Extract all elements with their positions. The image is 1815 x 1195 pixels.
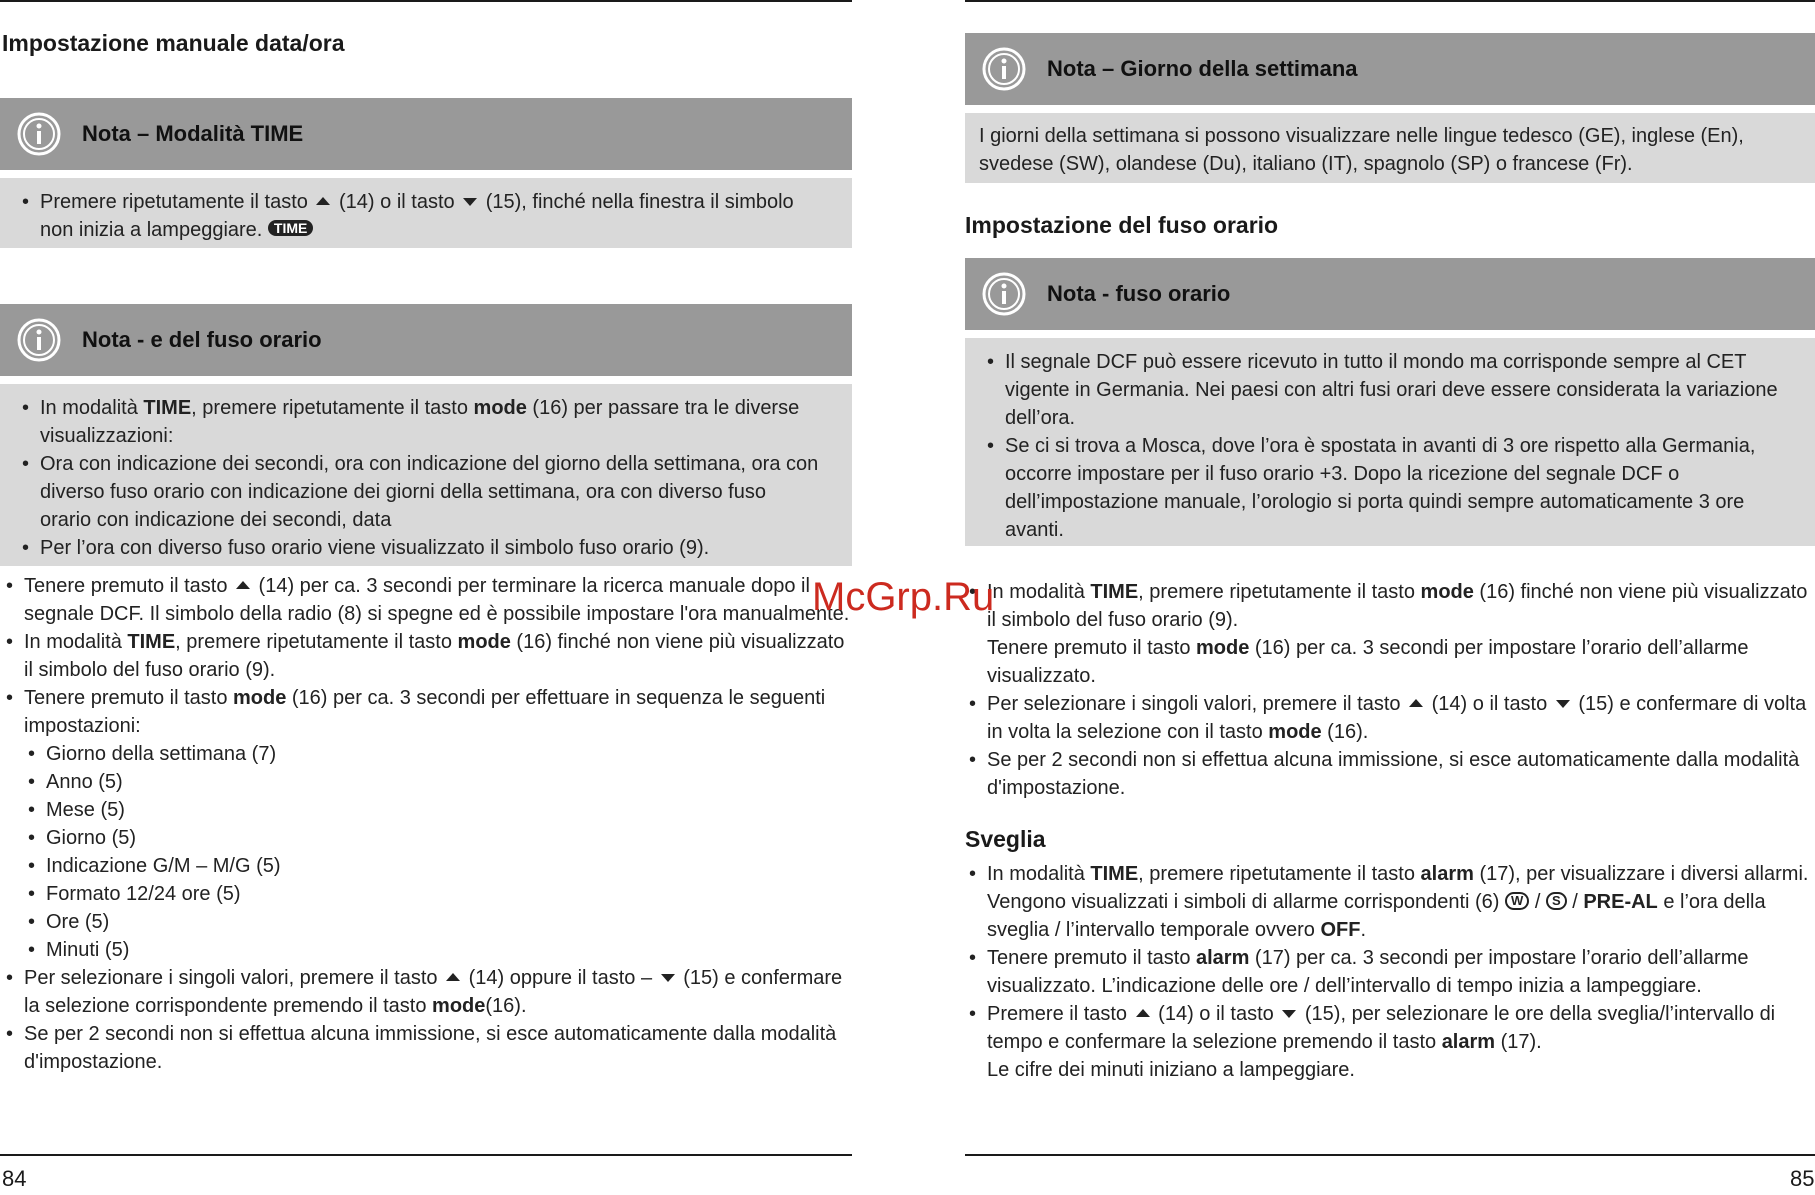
list-item: • Ore (5) [24, 908, 852, 936]
note-body-time-zone-right [965, 338, 1815, 546]
alarm-weekday-icon: W [1505, 892, 1529, 910]
section-title-time-zone: Impostazione del fuso orario [965, 212, 1279, 238]
list-item: • In modalità TIME, premere ripetutamente il tasto mode (16) finché non viene più visualizzato il simbolo del fuso orario (9). Tenere premuto il tasto mode (16) per ca. 3 secondi per impostare l’orario dell’allarme visualizzato. [965, 578, 1810, 690]
list-item: • Minuti (5) [24, 936, 852, 964]
note-text: I giorni della settimana si possono visualizzare nelle lingue tedesco (GE), inglese (En), svedese (SW), olandese (Du), italiano (IT), spagnolo (SP) o francese (Fr). [979, 125, 1744, 175]
list-item: • Tenere premuto il tasto (14) per ca. 3 secondi per terminare la ricerca manuale dopo il segnale DCF. Il simbolo della radio (8) si spegne ed è possibile impostare l'ora manualmente. [2, 572, 852, 628]
list-item: • In modalità TIME, premere ripetutamente il tasto mode (16) finché non viene più visualizzato il simbolo del fuso orario (9). [2, 628, 852, 684]
arrow-up-icon [1136, 1009, 1150, 1017]
arrow-up-icon [1409, 699, 1423, 707]
note-header-time-mode [0, 98, 852, 170]
settings-sequence-list [24, 740, 852, 964]
note-header-weekday [965, 33, 1815, 105]
arrow-down-icon [1556, 700, 1570, 708]
info-icon [16, 111, 62, 157]
list-item: • Giorno della settimana (7) [24, 740, 852, 768]
list-item: • Mese (5) [24, 796, 852, 824]
note-title: Nota – Modalità TIME [82, 121, 304, 146]
note-body-time-zone [0, 384, 852, 566]
time-badge: TIME [268, 220, 313, 236]
top-rule-left [0, 0, 852, 2]
list-item: • In modalità TIME, premere ripetutamente il tasto mode (16) per passare tra le diverse visualizzazioni: [18, 394, 822, 450]
arrow-up-icon [316, 197, 330, 205]
list-item: • Tenere premuto il tasto alarm (17) per ca. 3 secondi per impostare l’orario dell’allarme visualizzato. L’indicazione delle ore / dell’intervallo di tempo inizia a lampeggiare. [965, 944, 1810, 1000]
note-header-time-zone [0, 304, 852, 376]
arrow-down-icon [1282, 1010, 1296, 1018]
list-item: • Se per 2 secondi non si effettua alcuna immissione, si esce automaticamente dalla modalità d'impostazione. [2, 1020, 852, 1076]
list-item: • Premere il tasto (14) o il tasto (15), per selezionare le ore della sveglia/l’intervallo di tempo e confermare la selezione premendo il tasto alarm (17). Le cifre dei minuti iniziano a lampeggiare. [965, 1000, 1810, 1084]
note-body-time-mode [0, 178, 852, 248]
list-item: • Anno (5) [24, 768, 852, 796]
note-header-time-zone-right [965, 258, 1815, 330]
info-icon [16, 317, 62, 363]
page-number-left: 84 [2, 1166, 27, 1191]
list-item: • In modalità TIME, premere ripetutamente il tasto alarm (17), per visualizzare i diversi allarmi. Vengono visualizzati i simboli di allarme corrispondenti (6) W / S / PRE-AL e l’ora della sveglia / l’intervallo temporale ovvero OFF. [965, 860, 1810, 944]
list-item: • Ora con indicazione dei secondi, ora con indicazione del giorno della settimana, ora con diverso fuso orario con indicazione dei giorni della settimana, ora con diverso fuso orario con indicazione dei secondi, data [18, 450, 822, 534]
page-number-right: 85 [1790, 1166, 1815, 1191]
arrow-up-icon [446, 973, 460, 981]
alarm-single-icon: S [1546, 892, 1567, 910]
arrow-up-icon [236, 581, 250, 589]
note-title: Nota – Giorno della settimana [1047, 56, 1358, 81]
list-item: • Tenere premuto il tasto mode (16) per ca. 3 secondi per effettuare in sequenza le seguenti impostazioni: • Giorno della settimana (7) • Anno (5) • Mese (5) • Giorno (5) • Indicazione G/M – M/G (5) • Formato 12/24 ore (5) • Ore (5) • Minuti (5) [2, 684, 852, 964]
list-item: • Se ci si trova a Mosca, dove l’ora è spostata in avanti di 3 ore rispetto alla Germania, occorre impostare per il fuso orario +3. Dopo la ricezione del segnale DCF o dell’impostazione manuale, l’orologio si porta quindi sempre automaticamente 3 ore avanti. [983, 432, 1791, 544]
list-item: • Se per 2 secondi non si effettua alcuna immissione, si esce automaticamente dalla modalità d'impostazione. [965, 746, 1810, 802]
left-body [2, 572, 852, 1076]
alarm-body [965, 860, 1810, 1084]
bottom-rule-left [0, 1154, 852, 1156]
list-item: • Indicazione G/M – M/G (5) [24, 852, 852, 880]
info-icon [981, 271, 1027, 317]
watermark: McGrp.Ru [812, 575, 995, 619]
arrow-down-icon [463, 198, 477, 206]
bottom-rule-right [965, 1154, 1815, 1156]
arrow-down-icon [661, 974, 675, 982]
list-item: • Giorno (5) [24, 824, 852, 852]
right-body [965, 578, 1810, 802]
list-item: • Per l’ora con diverso fuso orario viene visualizzato il simbolo fuso orario (9). [18, 534, 822, 562]
list-item: • Il segnale DCF può essere ricevuto in tutto il mondo ma corrisponde sempre al CET vigente in Germania. Nei paesi con altri fusi orari deve essere considerata la variazione dell’ora. [983, 348, 1791, 432]
list-item: • Formato 12/24 ore (5) [24, 880, 852, 908]
note-title: Nota - fuso orario [1047, 281, 1231, 306]
top-rule-right [965, 0, 1815, 2]
note-body-weekday [965, 113, 1815, 183]
list-item: • Per selezionare i singoli valori, premere il tasto (14) oppure il tasto – (15) e confermare la selezione corrispondente premendo il tasto mode(16). [2, 964, 852, 1020]
info-icon [981, 46, 1027, 92]
section-title-manual-date-time: Impostazione manuale data/ora [2, 30, 345, 56]
list-item: • Premere ripetutamente il tasto (14) o il tasto (15), finché nella finestra il simbolo non inizia a lampeggiare. TIME [18, 188, 822, 244]
list-item: • Per selezionare i singoli valori, premere il tasto (14) o il tasto (15) e confermare di volta in volta la selezione con il tasto mode (16). [965, 690, 1810, 746]
section-title-alarm: Sveglia [965, 826, 1046, 852]
note-title: Nota - e del fuso orario [82, 327, 322, 352]
